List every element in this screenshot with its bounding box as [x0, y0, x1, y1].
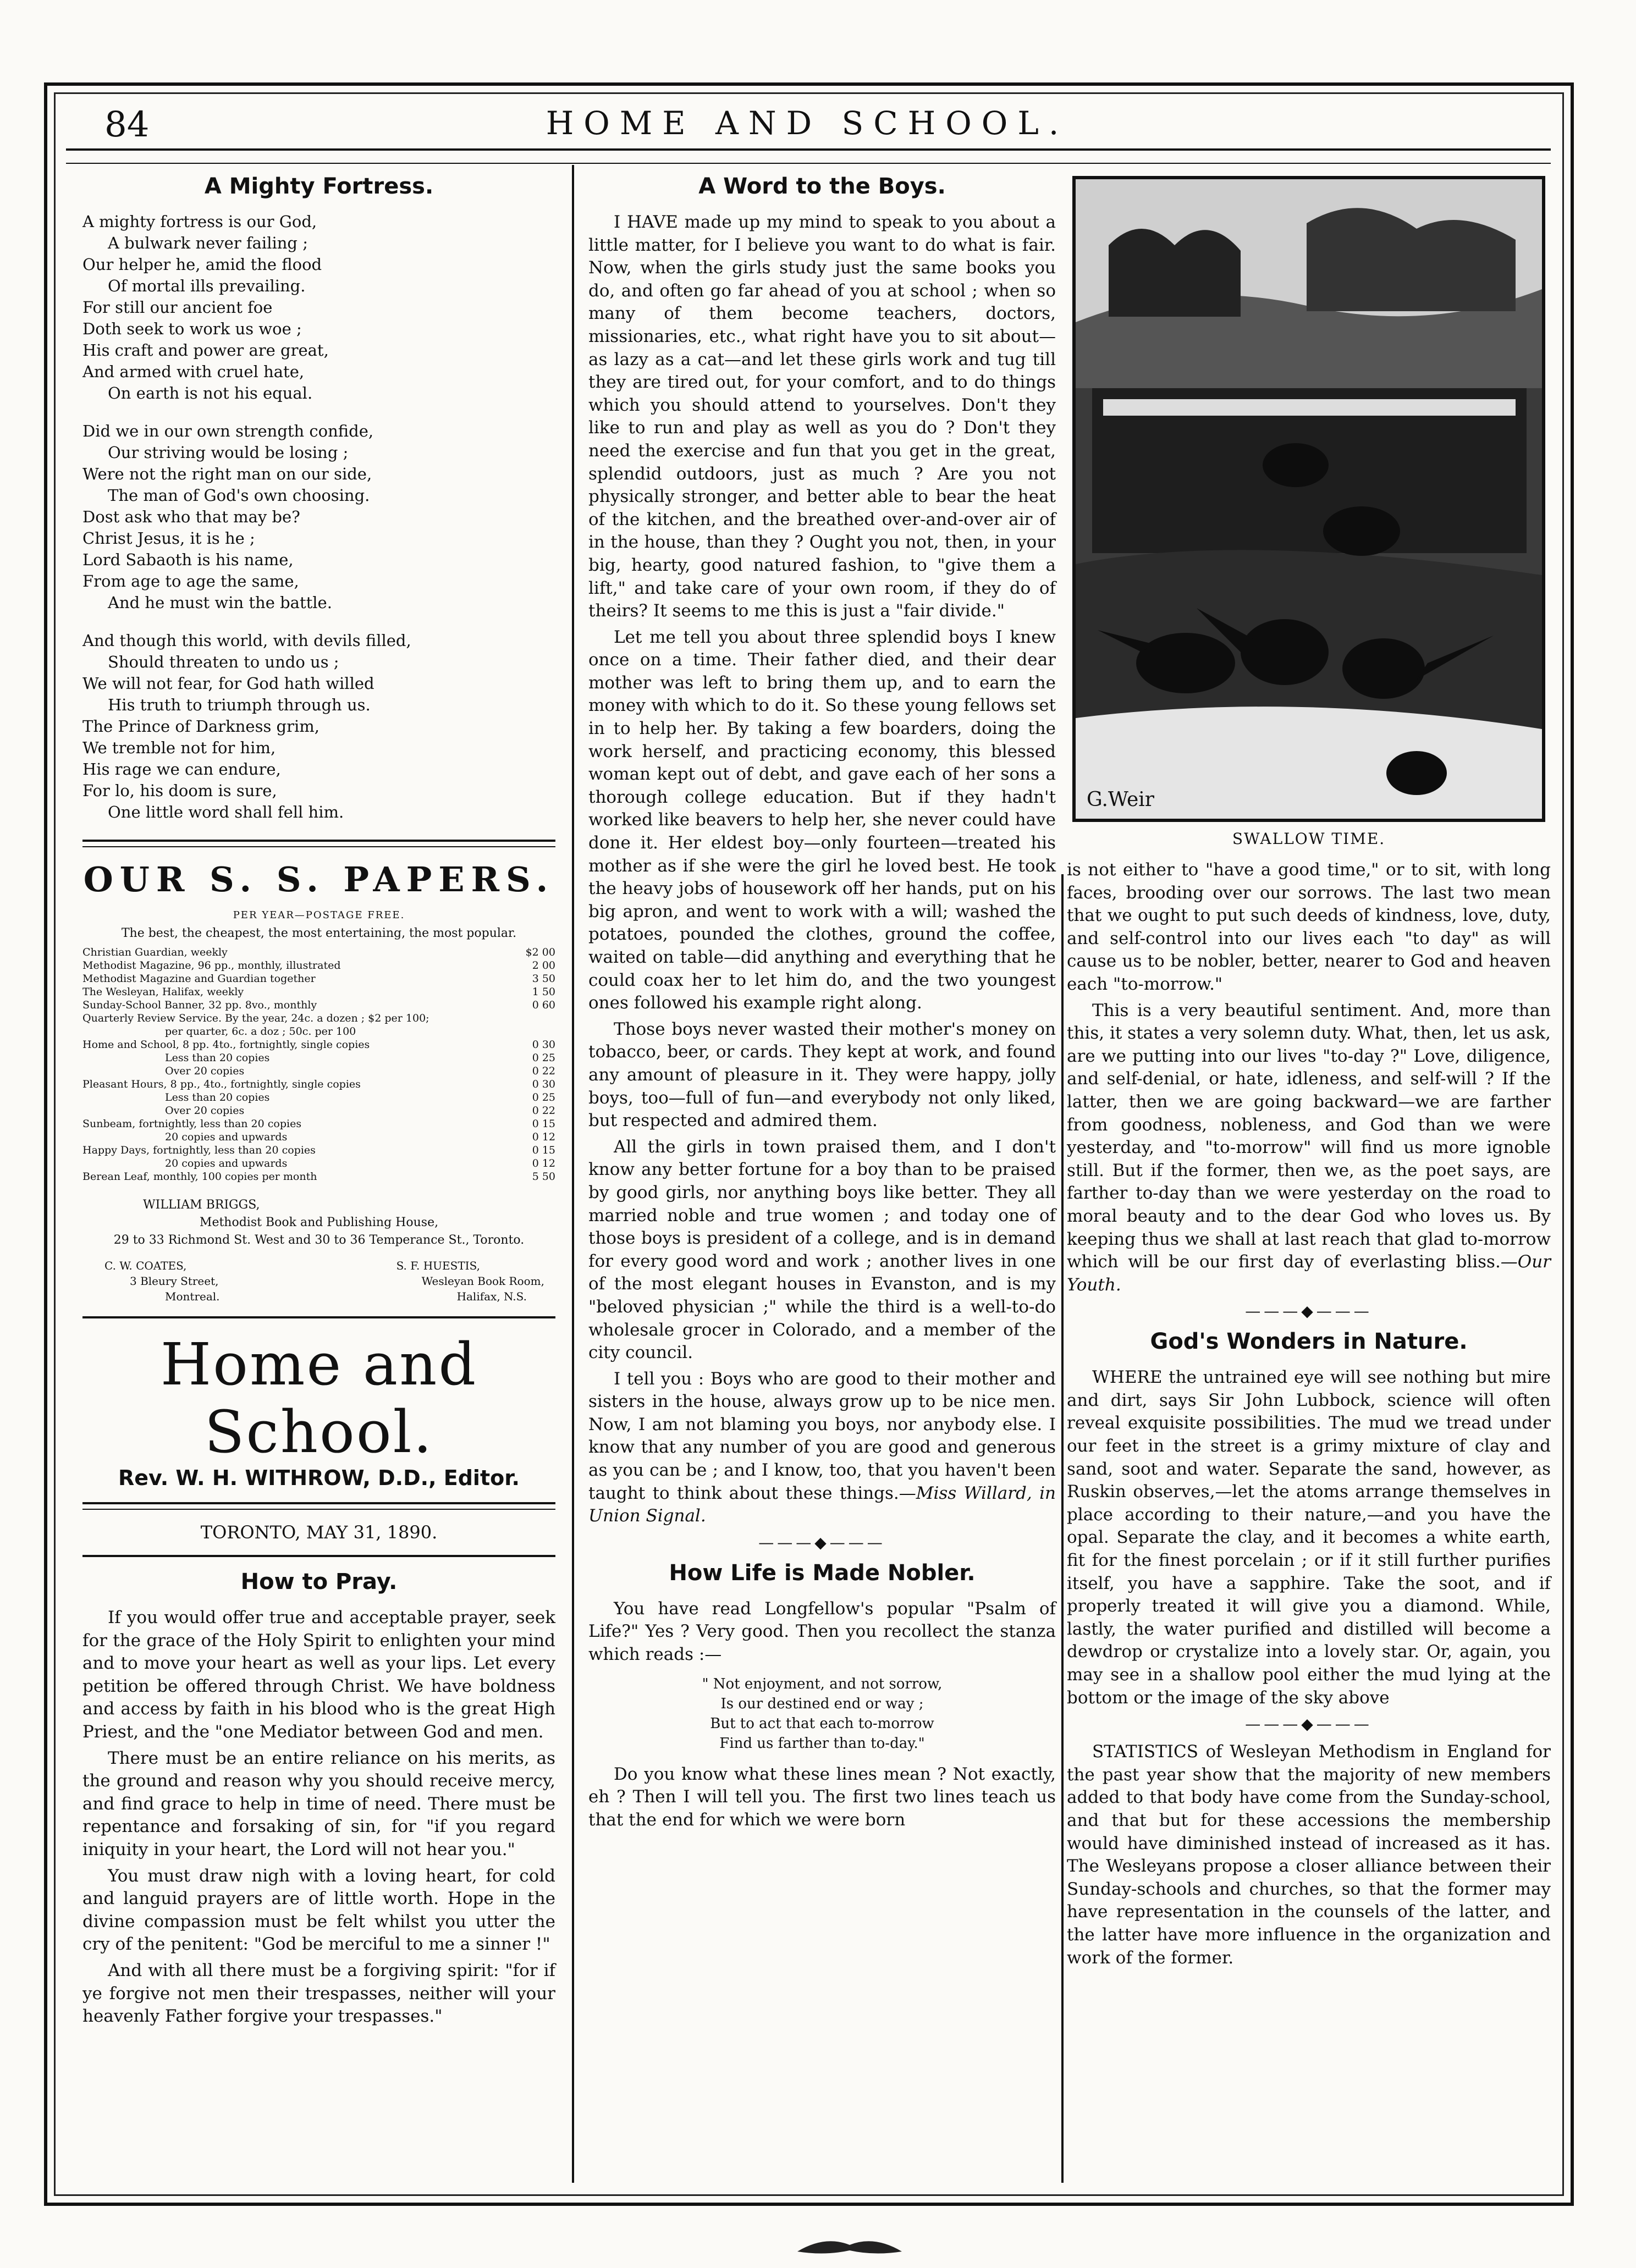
price-item-name: The Wesleyan, Halifax, weekly — [82, 986, 244, 998]
poem-line: On earth is not his equal. — [108, 384, 313, 402]
publisher-name: WILLIAM BRIGGS, — [143, 1198, 260, 1212]
masthead — [44, 104, 1571, 154]
agent-city: Montreal. — [165, 1290, 220, 1303]
poem-line: His rage we can endure, — [82, 760, 281, 779]
paragraph: Do you know what these lines mean ? Not exactly, eh ? Then I will tell you. The first two lines teach us that the end for which we were born — [588, 1764, 1056, 1830]
price-item-price: 0 30 — [532, 1039, 555, 1051]
header-rule-thin — [66, 163, 1551, 164]
price-row — [82, 1038, 555, 1051]
paragraph — [588, 1368, 1056, 1528]
paragraph: And with all there must be a forgiving spirit: "for if ye forgive not men their trespasses, neither will your heavenly Father forgive your trespasses." — [82, 1960, 555, 2027]
running-title: HOME AND SCHOOL. — [546, 104, 1069, 142]
separator: ———◆——— — [1245, 1715, 1373, 1734]
price-row — [82, 972, 555, 985]
price-item-name: Methodist Magazine and Guardian together — [82, 973, 316, 985]
price-row — [82, 1051, 555, 1064]
poem-line: Our striving would be losing ; — [108, 443, 349, 462]
price-item-name: Christian Guardian, weekly — [82, 946, 228, 958]
price-row — [82, 985, 555, 998]
poem-line: Dost ask who that may be? — [82, 507, 300, 526]
section-rule — [82, 1316, 555, 1318]
price-item-price: 0 30 — [532, 1078, 555, 1090]
price-row — [82, 1078, 555, 1091]
signature: —Miss Willard, in Union Signal. — [588, 1483, 1056, 1526]
paragraph: Let me tell you about three splendid boys I knew once on a time. Their father died, and their dear mother was left to bring them up, and to earn the money with which to do it. So these young fellows set in to help her. By taking a few boarders, doing the work herself, and practicing economy, this blessed woman kept out of debt, and gave each of her sons a thorough college education. But if they hadn't worked like beavers to help her, she never could have done it. Her eldest boy—only fourteen—treated his mother as if she were the girl he loved best. He took the heavy jobs of housework off her hands, put on his big apron, and went to work with a will; washed the potatoes, pounded the clothes, ground the coffee, waited on table—did anything and everything that he could coax her to let him do, and the two youngest ones followed his example right along. — [588, 627, 1056, 1013]
price-row — [82, 1064, 555, 1078]
life-nobler-title: How Life is Made Nobler. — [669, 1560, 976, 1586]
price-item-price: 0 60 — [532, 999, 555, 1011]
agent-name: C. W. COATES, — [104, 1259, 187, 1272]
paragraph: Those boys never wasted their mother's money on tobacco, beer, or cards. They kept at work, and found any amount of pleasure in it. They were happy, jolly boys, too—full of fun—and everybody not only liked, but respected and admired them. — [588, 1019, 1056, 1131]
agent-street: Wesleyan Book Room, — [421, 1274, 544, 1288]
price-row — [82, 959, 555, 972]
price-item-name: Home and School, 8 pp. 4to., fortnightly, single copies — [82, 1039, 370, 1051]
separator: ———◆——— — [1245, 1302, 1373, 1321]
poem-stanza-1 — [82, 211, 555, 404]
agent-montreal — [82, 1258, 220, 1304]
poem-line: Were not the right man on our side, — [82, 465, 372, 483]
price-item-name: Sunday-School Banner, 32 pp. 8vo., monthly — [82, 999, 317, 1011]
price-row — [82, 1170, 555, 1183]
price-item-name: per quarter, 6c. a doz ; 50c. per 100 — [165, 1025, 356, 1038]
header-rule — [66, 148, 1551, 151]
price-item-name: Over 20 copies — [165, 1065, 245, 1077]
paragraph: All the girls in town praised them, and I don't know any better fortune for a boy than to be praised by good girls, nor anything boys like better. They all married noble and true women ; and today one of those boys is president of a college, and is in demand for every good word and work ; another lives in one of the most elegant houses in Evanston, and is my "beloved physician ;" while the third is a well-to-do wholesale grocer in Colorado, and a member of the city council. — [588, 1136, 1056, 1363]
page-number: 84 — [104, 104, 150, 145]
paragraph: There must be an entire reliance on his merits, as the ground and reason why you should receive mercy, and find grace to help in time of need. There must be repentance and forsaking of sin, for "if you regard iniquity in your heart, the Lord will not hear you." — [82, 1748, 555, 1859]
verse-line: Is our destined end or way ; — [720, 1695, 924, 1712]
price-row — [82, 1025, 555, 1038]
price-row — [82, 1130, 555, 1144]
poem-line: And he must win the battle. — [108, 593, 332, 612]
poem-line: We tremble not for him, — [82, 738, 276, 757]
poem-stanza-3 — [82, 630, 555, 823]
price-item-price: $2 00 — [525, 946, 555, 958]
price-item-name: 20 copies and upwards — [165, 1157, 288, 1169]
home-and-school-title: Home and School. — [160, 1331, 478, 1466]
verse-line: " Not enjoyment, and not sorrow, — [702, 1675, 943, 1692]
price-row — [82, 946, 555, 959]
price-item-name: Quarterly Review Service. By the year, 24c. a dozen ; $2 per 100; — [82, 1012, 429, 1024]
column-middle — [588, 165, 1056, 1835]
poem-line: Should threaten to undo us ; — [108, 653, 339, 671]
price-item-price: 0 25 — [532, 1052, 555, 1064]
price-item-name: Methodist Magazine, 96 pp., monthly, illustrated — [82, 959, 341, 972]
poem-line: A mighty fortress is our God, — [82, 212, 317, 231]
paragraph: is not either to "have a good time," or to sit, with long faces, brooding over our sorrows. The last two mean that we ought to put such deeds of kindness, love, duty, and self-control into our lives each "to day" as will cause us to be nobler, better, nearer to God and heaven each "to-morrow." — [1067, 860, 1551, 994]
ss-papers-subtitle: PER YEAR—POSTAGE FREE. — [233, 909, 405, 921]
publisher-block — [82, 1196, 555, 1249]
price-item-price: 0 25 — [532, 1091, 555, 1103]
agent-halifax — [396, 1258, 555, 1304]
price-item-name: Sunbeam, fortnightly, less than 20 copies — [82, 1118, 302, 1130]
price-row — [82, 1157, 555, 1170]
publisher-address: 29 to 33 Richmond St. West and 30 to 36 Temperance St., Toronto. — [113, 1233, 525, 1247]
agent-name: S. F. HUESTIS, — [396, 1259, 480, 1272]
price-row — [82, 1117, 555, 1130]
column-rule-2 — [1061, 874, 1064, 2183]
poem-line: From age to age the same, — [82, 572, 299, 591]
price-item-price: 2 00 — [532, 959, 555, 972]
paragraph: You must draw nigh with a loving heart, for cold and languid prayers are of little worth. Hope in the divine compassion must be felt whilst you utter the cry of the penitent: "God be merciful to me a sinner !" — [82, 1866, 555, 1955]
paragraph-text: I tell you : Boys who are good to their mother and sisters in the house, always grow up to be nice men. Now, I am not blaming you boys, nor anybody else. I know that any number of you are good and generous as you can be ; and I know, too, that you haven't been taught to think about these things. — [588, 1368, 1056, 1503]
gods-wonders-title: God's Wonders in Nature. — [1150, 1329, 1468, 1355]
dateline: TORONTO, MAY 31, 1890. — [200, 1522, 438, 1543]
paragraph: WHERE the untrained eye will see nothing but mire and dirt, says Sir John Lubbock, science will often reveal exquisite possibilities. The mud we tread under our feet in the street is a grimy mixture of clay and sand, soot and water. Separate the sand, however, as Ruskin observes,—let the atoms arrange themselves in place according to their nature,—and you have the opal. Separate the clay, and it becomes a white earth, fit for the finest porcelain ; or if it still further purifies itself, you have a sapphire. Take the soot, and if properly treated it will give you a diamond. While, lastly, the water purified and distilled will become a dewdrop or crystalize into a lovely star. Or, again, you may see in a shallow pool either the mud lying at the bottom or the image of the sky above — [1067, 1367, 1551, 1708]
price-row — [82, 1012, 555, 1025]
poem-line: For still our ancient foe — [82, 298, 273, 317]
price-item-price: 5 50 — [532, 1171, 555, 1183]
price-row — [82, 1091, 555, 1104]
column-left — [82, 165, 555, 2032]
publisher-house: Methodist Book and Publishing House, — [199, 1216, 439, 1229]
section-rule — [82, 1555, 555, 1557]
poem-line: For lo, his doom is sure, — [82, 781, 277, 800]
price-item-price: 0 15 — [532, 1144, 555, 1156]
price-item-name: Less than 20 copies — [165, 1091, 270, 1103]
paragraph: You have read Longfellow's popular "Psalm of Life?" Yes ? Very good. Then you recollect the stanza which reads :— — [588, 1598, 1056, 1665]
mighty-fortress-title: A Mighty Fortress. — [204, 174, 434, 199]
price-item-price: 0 22 — [532, 1105, 555, 1117]
price-item-name: Over 20 copies — [165, 1105, 245, 1117]
poem-stanza-2 — [82, 421, 555, 614]
verse-line: But to act that each to-morrow — [710, 1715, 934, 1732]
ss-papers-title: OUR S. S. PAPERS. — [83, 859, 555, 900]
poem-line: The Prince of Darkness grim, — [82, 717, 320, 736]
paragraph: STATISTICS of Wesleyan Methodism in England for the past year show that the majority of new members added to that body have come from the Sunday-school, and that but for these accessions the membership would have diminished instead of increased as it has. The Wesleyans propose a closer alliance between their Sunday-schools and churches, so that the former may have representation in the counsels of the latter, and the latter have more influence in the organization and work of the former. — [1067, 1742, 1551, 1968]
swallow-illustration — [1072, 176, 1545, 822]
poem-line: Lord Sabaoth is his name, — [82, 550, 294, 569]
paragraph-text: This is a very beautiful sentiment. And, more than this, it states a very solemn duty. What, then, let us ask, are we putting into our lives "to-day ?" Love, diligence, and self-denial, or hate, idleness, and self-will ? If the latter, then we are going backward—we are farther from goodness, nobleness, and God than we were yesterday, and "to-morrow" will find us more ignoble still. But if the former, then we, as the poet says, are farther to-day than we were yesterday on the road to moral beauty and to the dear God who loves us. By keeping thus we shall at last reach that glad to-morrow which will be our first day of everlasting bliss. — [1067, 1000, 1551, 1272]
price-item-price: 1 50 — [532, 986, 555, 998]
how-to-pray-title: How to Pray. — [240, 1569, 398, 1594]
poem-line: Our helper he, amid the flood — [82, 255, 322, 274]
illustration-drawing — [1076, 179, 1542, 819]
column-rule-1 — [572, 165, 574, 2183]
poem-line: We will not fear, for God hath willed — [82, 674, 374, 693]
ss-papers-tagline: The best, the cheapest, the most entertaining, the most popular. — [121, 926, 517, 940]
verse-line: Find us farther than to-day." — [719, 1735, 925, 1752]
price-item-price: 0 12 — [532, 1131, 555, 1143]
agent-city: Halifax, N.S. — [456, 1290, 527, 1303]
price-item-name: Less than 20 copies — [165, 1052, 270, 1064]
price-item-name: Pleasant Hours, 8 pp., 4to., fortnightly, single copies — [82, 1078, 361, 1090]
price-item-price — [522, 1025, 555, 1038]
price-item-price: 3 50 — [532, 973, 555, 985]
price-item-price: 0 15 — [532, 1118, 555, 1130]
price-item-price: 0 22 — [532, 1065, 555, 1077]
printer-ornament — [792, 2235, 907, 2257]
price-item-name: Happy Days, fortnightly, less than 20 copies — [82, 1144, 316, 1156]
poem-line: Of mortal ills prevailing. — [108, 277, 306, 295]
section-rule — [82, 1502, 555, 1510]
illustration-caption: SWALLOW TIME. — [1232, 830, 1386, 848]
quoted-verse — [588, 1674, 1056, 1753]
section-rule — [82, 840, 555, 847]
artist-signature: G.Weir — [1087, 788, 1155, 811]
price-item-price: 0 12 — [532, 1157, 555, 1169]
poem-line: And though this world, with devils filled, — [82, 631, 411, 650]
poem-line: And armed with cruel hate, — [82, 362, 305, 381]
price-row — [82, 1144, 555, 1157]
poem-line: Christ Jesus, it is he ; — [82, 529, 255, 548]
poem-line: His truth to triumph through us. — [108, 696, 371, 714]
price-item-name: 20 copies and upwards — [165, 1131, 288, 1143]
editor-line: Rev. W. H. WITHROW, D.D., Editor. — [118, 1466, 520, 1490]
separator: ———◆——— — [758, 1533, 886, 1552]
price-row — [82, 998, 555, 1012]
agent-street: 3 Bleury Street, — [130, 1274, 219, 1288]
poem-line: A bulwark never failing ; — [108, 234, 308, 252]
poem-line: The man of God's own choosing. — [108, 486, 370, 505]
price-item-price — [522, 1012, 555, 1025]
price-row — [82, 1104, 555, 1117]
word-to-boys-title: A Word to the Boys. — [698, 174, 946, 199]
price-item-name: Berean Leaf, monthly, 100 copies per month — [82, 1171, 317, 1183]
poem-line: His craft and power are great, — [82, 341, 329, 360]
price-list — [82, 946, 555, 1183]
poem-line: Did we in our own strength confide, — [82, 422, 374, 440]
paragraph: If you would offer true and acceptable prayer, seek for the grace of the Holy Spirit to enlighten your mind and to move your heart as well as your lips. Let every petition be offered through Christ. We have boldness and access by faith in his blood who is the great High Priest, and the "one Mediator between God and men. — [82, 1608, 555, 1742]
signature: —Our Youth. — [1067, 1252, 1551, 1295]
paragraph — [1067, 1000, 1551, 1297]
poem-line: Doth seek to work us woe ; — [82, 319, 302, 338]
poem-line: One little word shall fell him. — [108, 803, 344, 821]
agents — [82, 1258, 555, 1304]
paragraph: I HAVE made up my mind to speak to you about a little matter, for I believe you want to do what is fair. Now, when the girls study just the same books you do, and often go far ahead of you at school ; when so many of them become teachers, doctors, missionaries, etc., what right have you to sit about—as lazy as a cat—and let these girls work and tug till they are tired out, for your comfort, and to do things which you should attend to yourselves. Don't they like to run and play as well as you do ? Don't they need the exercise and fun that you get in the great, splendid outdoors, just as much ? Are you not physically stronger, and better able to bear the heat of the kitchen, and the breathed over-and-over air of in the house, than they ? Ought you not, then, in your big, hearty, good natured fashion, to "give them a lift," and take care of your own room, if they do of theirs? It seems to me this is just a "fair divide." — [588, 212, 1056, 621]
column-right — [1067, 165, 1551, 1973]
